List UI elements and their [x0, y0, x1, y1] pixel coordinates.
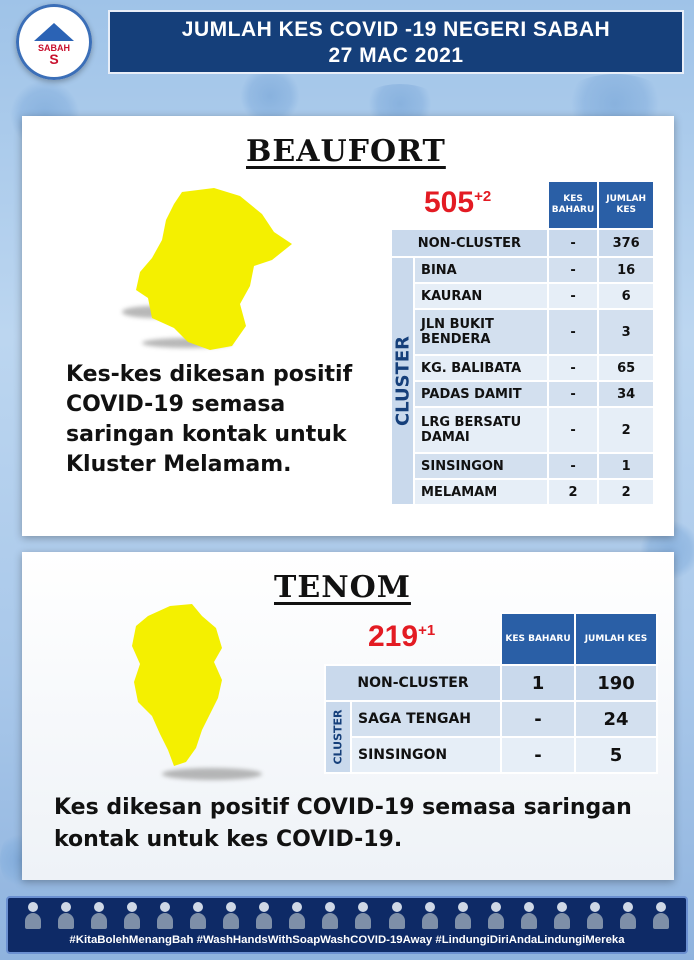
- person-icon: [321, 902, 339, 930]
- person-icon: [189, 902, 207, 930]
- person-icon: [487, 902, 505, 930]
- person-icon: [388, 902, 406, 930]
- cluster-new: -: [548, 407, 599, 453]
- cluster-total: 5: [575, 737, 657, 773]
- cluster-name: SINSINGON: [351, 737, 501, 773]
- cluster-new: -: [501, 737, 575, 773]
- beaufort-card: [22, 116, 674, 536]
- table-row: [391, 381, 654, 407]
- person-icon: [156, 902, 174, 930]
- beaufort-total: 505: [424, 186, 475, 219]
- beaufort-title: BEAUFORT: [246, 134, 446, 169]
- cluster-total: 16: [598, 257, 654, 283]
- table-row: [391, 283, 654, 309]
- cluster-total: 24: [575, 701, 657, 737]
- non-cluster-label: NON-CLUSTER: [325, 665, 501, 701]
- tenom-table: [324, 612, 658, 774]
- page-title: JUMLAH KES COVID -19 NEGERI SABAH: [181, 18, 611, 41]
- title-banner: [108, 10, 684, 74]
- sabah-logo: [16, 4, 92, 80]
- cluster-new: -: [548, 355, 599, 381]
- table-row: [325, 701, 657, 737]
- person-icon: [619, 902, 637, 930]
- non-cluster-total: 376: [598, 229, 654, 257]
- table-spacer: [325, 613, 501, 665]
- cluster-total: 6: [598, 283, 654, 309]
- person-icon: [586, 902, 604, 930]
- cluster-total: 1: [598, 453, 654, 479]
- col-total-header: JUMLAH KES: [598, 181, 654, 229]
- person-icon: [421, 902, 439, 930]
- cluster-label: CLUSTER: [392, 335, 414, 427]
- col-total-header: JUMLAH KES: [575, 613, 657, 665]
- person-icon: [90, 902, 108, 930]
- footer-banner: [6, 896, 688, 954]
- tenom-card: [22, 552, 674, 880]
- cluster-name: SINSINGON: [414, 453, 548, 479]
- person-icon: [123, 902, 141, 930]
- cluster-total: 2: [598, 479, 654, 505]
- cluster-new: -: [548, 309, 599, 355]
- table-row: [391, 355, 654, 381]
- beaufort-map: [122, 186, 297, 356]
- cluster-new: -: [548, 453, 599, 479]
- cluster-new: 2: [548, 479, 599, 505]
- cluster-name: BINA: [414, 257, 548, 283]
- cluster-name: KAURAN: [414, 283, 548, 309]
- cluster-name: SAGA TENGAH: [351, 701, 501, 737]
- cluster-total: 2: [598, 407, 654, 453]
- table-row: [391, 309, 654, 355]
- tenom-map: [130, 602, 230, 772]
- logo-label: SABAH: [37, 43, 70, 53]
- cluster-name: LRG BERSATU DAMAI: [414, 407, 548, 453]
- tenom-description: Kes dikesan positif COVID-19 semasa saringan kontak untuk kes COVID-19.: [54, 795, 632, 852]
- tenom-title: TENOM: [274, 570, 411, 605]
- table-row: [325, 737, 657, 773]
- col-new-header: KES BAHARU: [501, 613, 575, 665]
- cluster-total: 65: [598, 355, 654, 381]
- cluster-name: PADAS DAMIT: [414, 381, 548, 407]
- cluster-name: MELAMAM: [414, 479, 548, 505]
- frontliner-icons: [24, 902, 670, 932]
- table-row: [391, 479, 654, 505]
- table-row: [391, 257, 654, 283]
- col-new-header: KES BAHARU: [548, 181, 599, 229]
- person-icon: [288, 902, 306, 930]
- beaufort-table: [390, 180, 655, 506]
- person-icon: [652, 902, 670, 930]
- cluster-label: CLUSTER: [331, 709, 345, 765]
- person-icon: [354, 902, 372, 930]
- person-icon: [553, 902, 571, 930]
- cluster-name: JLN BUKIT BENDERA: [414, 309, 548, 355]
- table-row: [391, 407, 654, 453]
- page-date: 27 MAC 2021: [328, 44, 464, 67]
- table-row: [391, 453, 654, 479]
- non-cluster-new: -: [548, 229, 599, 257]
- beaufort-description: Kes-kes dikesan positif COVID-19 semasa saringan kontak untuk Kluster Melamam.: [66, 362, 353, 477]
- cluster-label-cell: [325, 701, 351, 773]
- person-icon: [520, 902, 538, 930]
- person-icon: [255, 902, 273, 930]
- non-cluster-new: 1: [501, 665, 575, 701]
- logo-mark: S: [49, 51, 59, 67]
- cluster-name: KG. BALIBATA: [414, 355, 548, 381]
- person-icon: [454, 902, 472, 930]
- person-icon: [24, 902, 42, 930]
- person-icon: [222, 902, 240, 930]
- table-spacer: [391, 181, 548, 229]
- cluster-new: -: [548, 381, 599, 407]
- beaufort-new: +2: [474, 188, 492, 205]
- cluster-new: -: [548, 283, 599, 309]
- non-cluster-label: NON-CLUSTER: [391, 229, 548, 257]
- non-cluster-total: 190: [575, 665, 657, 701]
- tenom-new: +1: [418, 622, 436, 639]
- person-icon: [57, 902, 75, 930]
- mountain-icon: [34, 23, 74, 41]
- cluster-new: -: [548, 257, 599, 283]
- tenom-total: 219: [368, 620, 419, 653]
- cluster-total: 3: [598, 309, 654, 355]
- cluster-new: -: [501, 701, 575, 737]
- hashtags: #KitaBolehMenangBah #WashHandsWithSoapWashCOVID-19Away #LindungiDiriAndaLindungiMereka: [69, 934, 625, 946]
- cluster-total: 34: [598, 381, 654, 407]
